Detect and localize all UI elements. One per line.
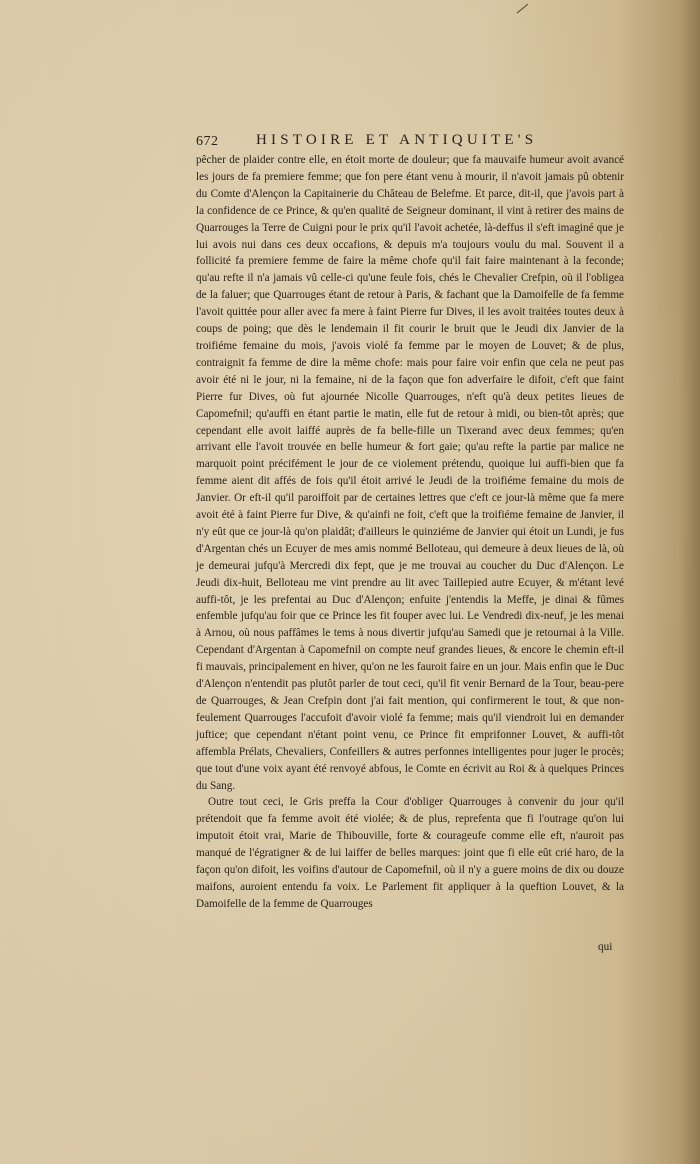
running-title: HISTOIRE ET ANTIQUITE'S — [256, 132, 538, 148]
paragraph: Outre tout ceci, le Gris preffa la Cour d'obliger Quarrouges à convenir du jour qu'il prétendoit que fa femme avoit été violée; & de plus, reprefenta que fi l'outrage qu'on lui imputoit étoit vrai, Marie de Thibouville, forte & courageufe comme elle eft, n'auroit pas manqué de l'égratigner & de lui laiffer de belles marques: joint que fi elle eût crié haro, de la façon qu'on difoit, les voifins d'autour de Capomefnil, où il n'y a guere moins de dix ou douze maifons, auroient entendu fa voix. Le Parlement fit appliquer à la queftion Louvet, & la Damoifelle de la femme de Quarrouges — [196, 796, 624, 910]
page-header — [196, 132, 624, 152]
catchword: qui — [598, 941, 613, 953]
body-text — [196, 152, 624, 913]
paragraph: pêcher de plaider contre elle, en étoit morte de douleur; que fa mauvaife humeur avoit avancé les jours de fa premiere femme; que fon pere étant venu à mourir, il n'avoit jamais pû obtenir du Comte d'Alençon la Capitainerie du Château de Belefme. Et parce, dit-il, que j'avois part à la confidence de ce Prince, & qu'en qualité de Seigneur dominant, il vint à retirer des mains de Quarrouges la Terre de Cuigni pour le prix qu'il l'avoit achetée, là-deffus il s'eft imaginé que je lui avois nui dans ces deux occafions, & depuis m'a toujours voulu du mal. Souvent il a follicité fa premiere femme de faire la même chofe qu'il fait faire maintenant à la feconde; qu'au refte il n'a jamais vû celle-ci qu'une feule fois, chés le Chevalier Crefpin, où il l'obligea de la faluer; que Quarrouges étant de retour à Paris, & fachant que la Damoifelle de fa femme l'avoit quittée pour aller avec fa mere à faint Pierre fur Dives, il les avoit traitées toutes deux à coups de poing; que dès le lendemain il fit courir le bruit que le Jeudi dix Janvier de la troifiéme femaine du mois, j'avois violé fa femme par le moyen de Louvet; & de plus, contraignit fa femme de dire la même chofe: mais pour faire voir enfin que cela ne peut pas avoir été ni le jour, ni la femaine, ni de la façon que fon adverfaire le difoit, c'eft que faint Pierre fur Dives, où fut ajournée Nicolle Quarrouges, n'eft qu'à deux petites lieues de Capomefnil; qu'auffi en étant partie le matin, elle fut de retour à midi, ou bien-tôt après; que cependant elle avoit laiffé auprès de fa belle-fille un Tixerand avec deux femmes; qu'en arrivant elle l'avoit trouvée en belle humeur & fort gaie; qu'au refte la partie par malice ne marquoit point précifément le jour de ce violement prétendu, quoique lui auffi-bien que fa femme aient dit affés de fois qu'il étoit arrivé le Jeudi de la troifiéme femaine du mois de Janvier. Or eft-il qu'il paroiffoit par de certaines lettres que c'eft ce jour-là même que fa mere avoit été à faint Pierre fur Dive, & qu'ainfi ne foit, c'eft que la troifiéme femaine de Janvier, il n'y eût que ce jour-là qu'on plaidât; d'ailleurs le quinziéme de Janvier qui étoit un Lundi, je fus d'Argentan chés un Ecuyer de mes amis nommé Belloteau, qui demeure à deux lieues de là, où je demeurai jufqu'à Mercredi dix fept, que je me trouvai au coucher du Duc d'Alençon. Le Jeudi dix-huit, Belloteau me vint prendre au lit avec Taillepied autre Ecuyer, & m'étant levé auffi-tôt, je les prefentai au Duc d'Alençon; enfuite j'entendis la Meffe, je dinai & fûmes enfemble jufqu'au foir que ce Prince les fit fouper avec lui. Le Vendredi dix-neuf, je les menai à Arnou, où nous paffâmes le tems à nous divertir jufqu'au Samedi que je retournai à la Ville. Cependant d'Argentan à Capomefnil on compte neuf grandes lieues, & encore le chemin eft-il fi mauvais, principalement en hiver, qu'on ne les fauroit faire en un jour. Mais enfin que le Duc d'Alençon n'entendit pas plutôt parler de tout ceci, qu'il fit venir Bernard de la Tour, beau-pere de Quarrouges, & Jean Crefpin dont j'ai fait mention, qui confirmerent le tout, & que non-feulement Quarrouges l'accufoit d'avoir violé fa femme; mais qu'il viendroit lui en demander juftice; que cependant n'étant point venu, ce Prince fit emprifonner Louvet, & auffi-tôt affembla Prélats, Chevaliers, Confeillers & autres perfonnes intelligentes pour juger le procès; que tout d'une voix ayant été renvoyé abfous, le Comte en écrivit au Roi & à quelques Princes du Sang. — [196, 154, 624, 792]
page-number: 672 — [196, 134, 219, 149]
ink-mark — [516, 2, 530, 14]
